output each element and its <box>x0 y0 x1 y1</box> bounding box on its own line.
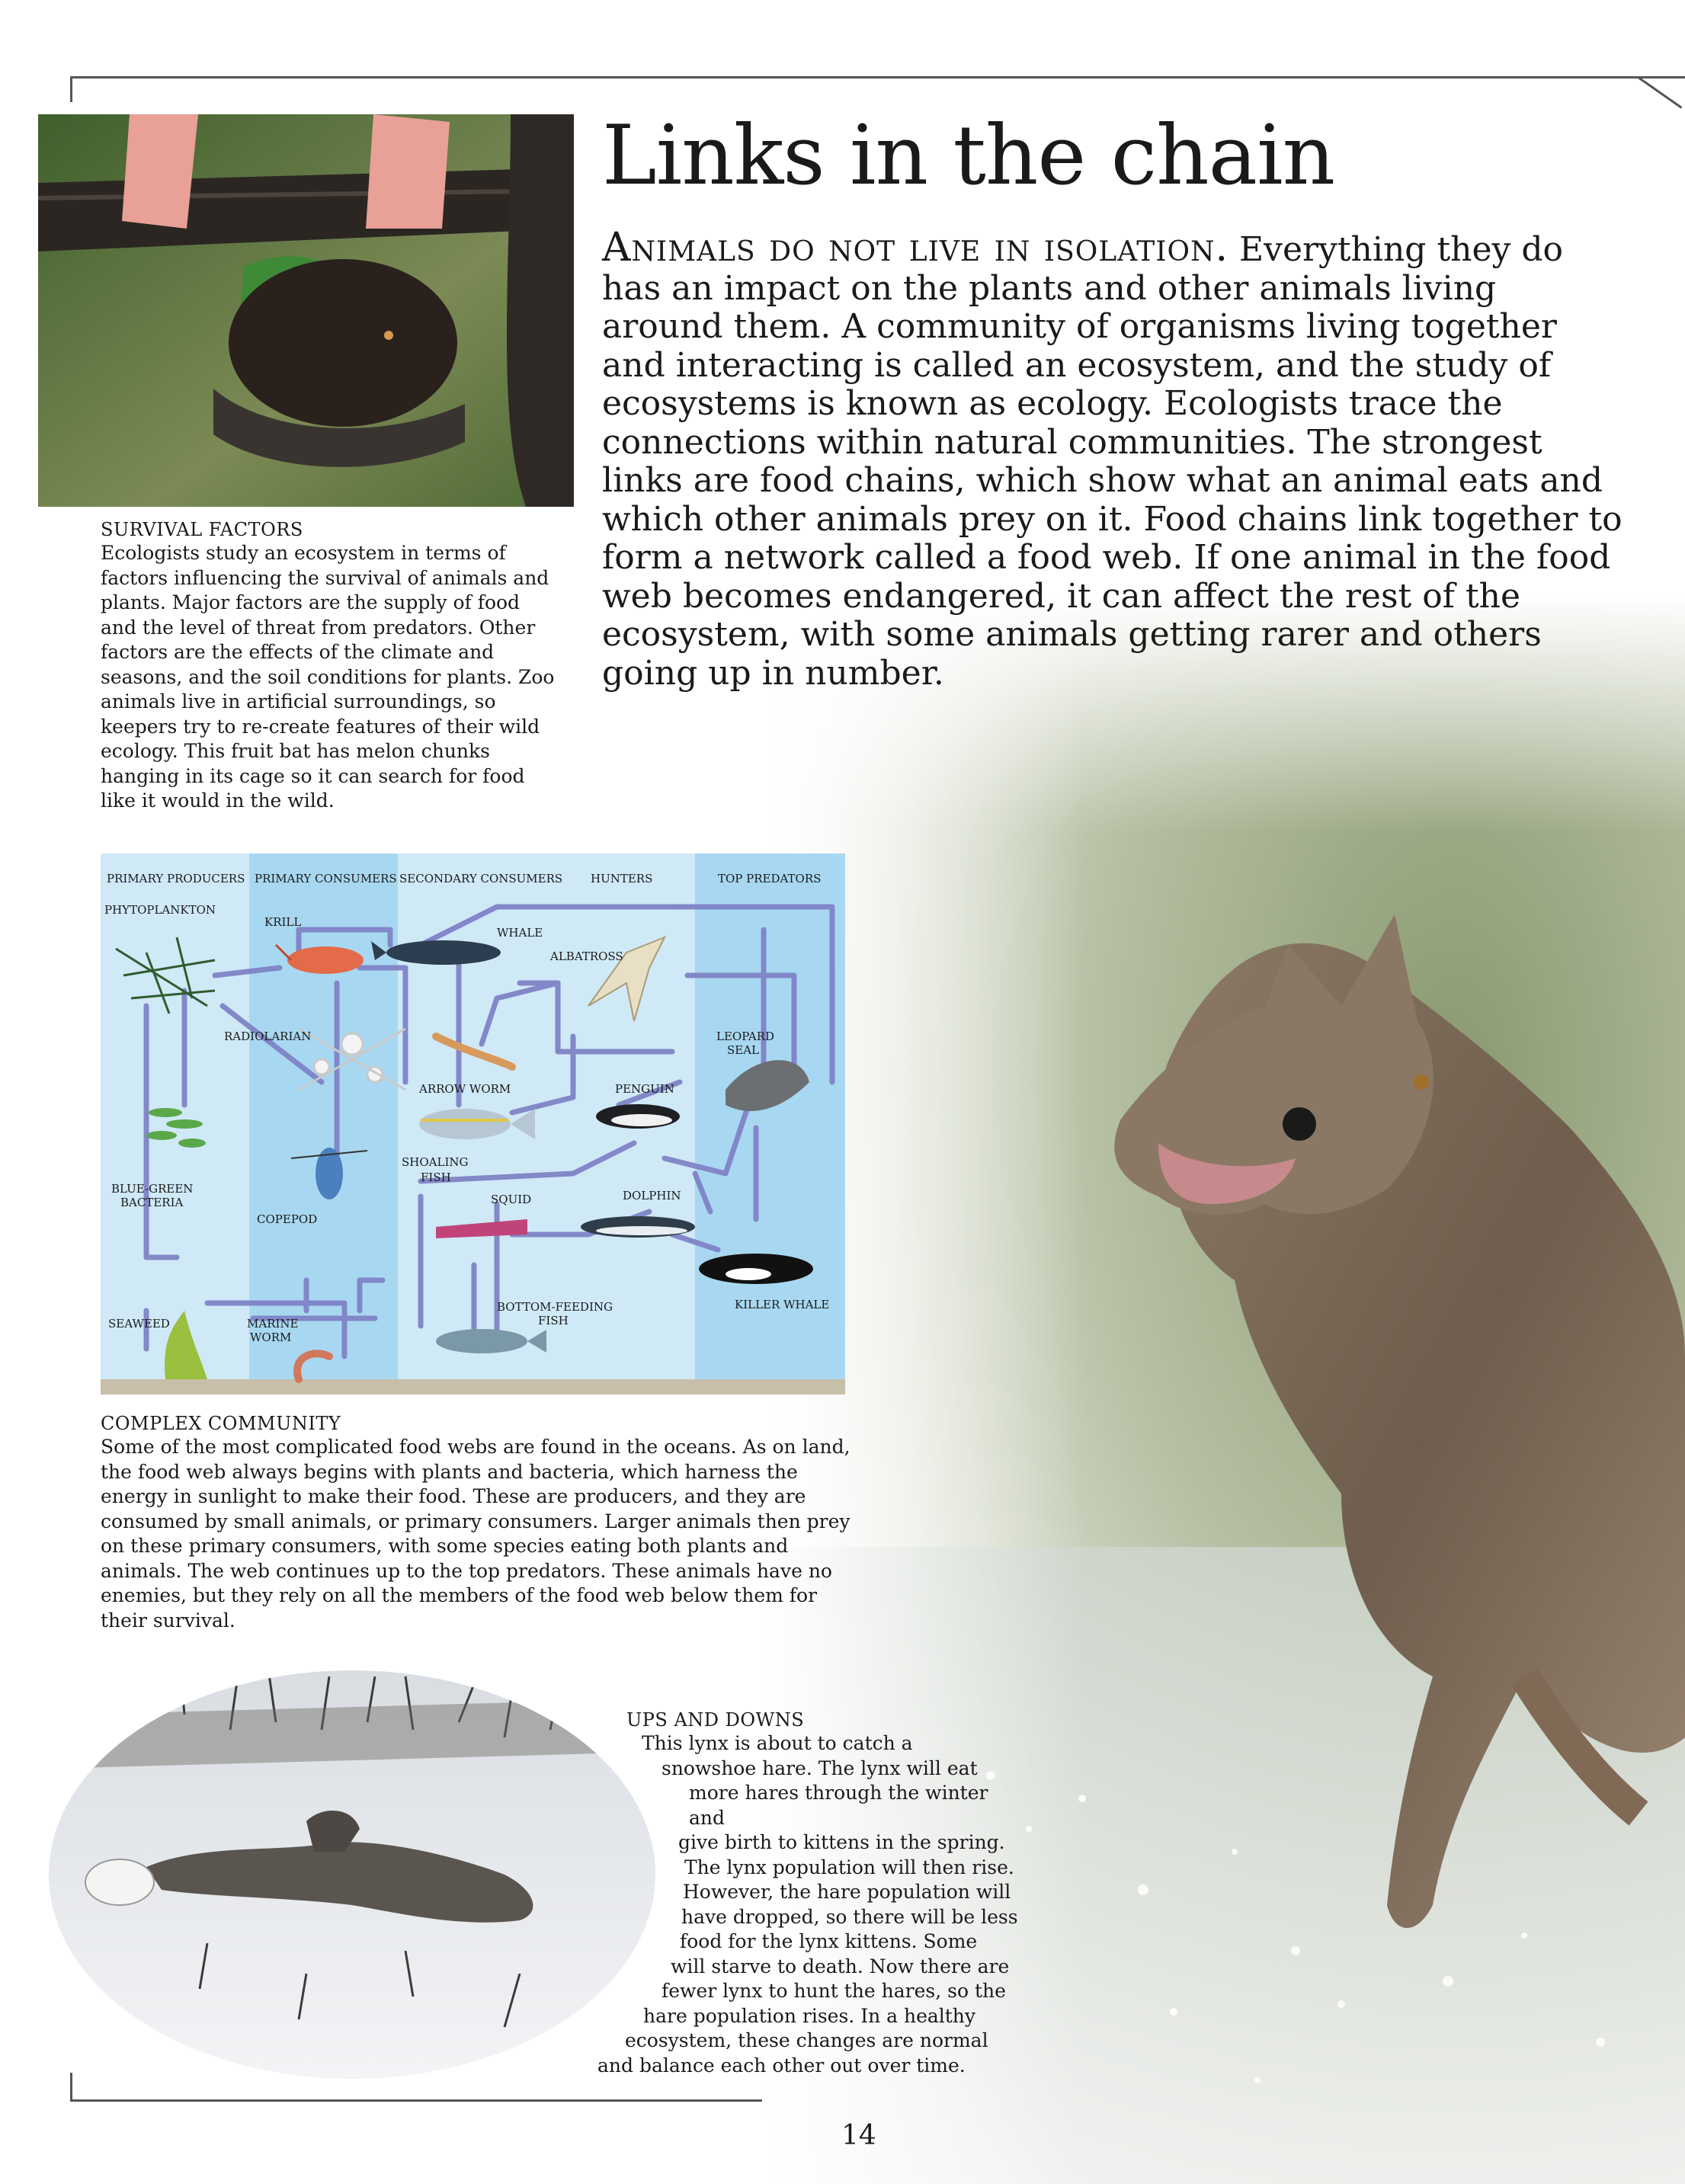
ups-line: give birth to kittens in the spring. <box>678 1831 1005 1853</box>
web-label-krill: KRILL <box>264 915 302 929</box>
web-col-top: TOP PREDATORS <box>718 872 822 885</box>
complex-title: COMPLEX COMMUNITY <box>101 1413 341 1434</box>
web-col-producers: PRIMARY PRODUCERS <box>107 872 245 885</box>
ups-caption <box>594 1708 1021 2078</box>
ups-line: have dropped, so there will be less <box>681 1905 1018 1928</box>
ups-line: food for the lynx kittens. Some <box>680 1930 978 1952</box>
web-label-marine-worm: MARINE <box>247 1317 299 1331</box>
page-number: 14 <box>841 2120 876 2151</box>
web-label-blue-green-2: BACTERIA <box>120 1196 184 1209</box>
web-label-blue-green: BLUE-GREEN <box>111 1182 194 1196</box>
web-label-seaweed: SEAWEED <box>108 1317 170 1331</box>
page-frame-tick <box>70 76 72 102</box>
web-col-hunters: HUNTERS <box>591 872 653 885</box>
web-label-marine-worm-2: WORM <box>250 1331 292 1344</box>
complex-body: Some of the most complicated food webs are found in the oceans. As on land, the food web always begins with plants and bacteria, which harness the energy in sunlight to make their food. These are producers, and they are consumed by small animals, or primary consumers. Larger animals then prey on these primary consumers, with some species eating both plants and animals. The web continues up to the top predators. These animals have no enemies, but they rely on all the members of the food web below them for their survival. <box>101 1436 851 1632</box>
dolphin-icon <box>581 1216 695 1238</box>
ups-line: However, the hare population will <box>683 1881 1011 1903</box>
web-label-phytoplankton: PHYTOPLANKTON <box>104 903 216 917</box>
web-label-radiolarian: RADIOLARIAN <box>224 1030 312 1043</box>
web-col-primary: PRIMARY CONSUMERS <box>255 872 397 885</box>
web-label-leopard-seal: LEOPARD <box>716 1030 775 1043</box>
penguin-icon <box>596 1104 680 1129</box>
web-label-dolphin: DOLPHIN <box>623 1189 681 1202</box>
ups-line: ecosystem, these changes are normal <box>625 2029 988 2051</box>
ups-line: will starve to death. Now there are <box>671 1955 1010 1977</box>
ups-line: more hares through the winter and <box>689 1782 988 1829</box>
fruit-bat-photo <box>38 114 574 507</box>
web-label-albatross: ALBATROSS <box>550 949 623 963</box>
survival-title: SURVIVAL FACTORS <box>101 519 303 540</box>
ups-line: and balance each other out over time. <box>597 2054 966 2077</box>
web-label-squid: SQUID <box>491 1193 532 1206</box>
ups-line: snowshoe hare. The lynx will eat <box>662 1756 978 1779</box>
killer-whale-icon <box>699 1254 813 1284</box>
web-label-whale: WHALE <box>497 926 543 940</box>
web-label-penguin: PENGUIN <box>615 1082 674 1096</box>
web-col-secondary: SECONDARY CONSUMERS <box>399 872 563 885</box>
ups-line: This lynx is about to catch a <box>642 1732 913 1754</box>
web-label-killer-whale: KILLER WHALE <box>735 1298 830 1311</box>
web-label-copepod: COPEPOD <box>257 1212 318 1226</box>
web-label-shoaling-fish: SHOALING <box>402 1155 469 1169</box>
survival-body: Ecologists study an ecosystem in terms of factors influencing the survival of animals and plants. Major factors are the supply of food and the level of threat from predators. Other factors are the effects of the climate and seasons, and the soil conditions for plants. Zoo animals live in artificial surroundings, so keepers try to re-create features of their wild ecology. This fruit bat has melon chunks hanging in its cage so it can search for food like it would in the wild. <box>101 542 555 812</box>
ups-line: hare population rises. In a healthy <box>643 2004 976 2027</box>
lynx-hare-photo <box>47 1669 657 2080</box>
page-title: Links in the chain <box>602 108 1335 203</box>
ups-line: fewer lynx to hunt the hares, so the <box>662 1980 1006 2002</box>
ocean-food-web <box>101 853 845 1402</box>
ups-title: UPS AND DOWNS <box>626 1709 805 1731</box>
web-label-leopard-seal-2: SEAL <box>727 1043 760 1057</box>
intro-body: Everything they do has an impact on the plants and other animals living around them. A community of organisms living together and interacting is called an ecosystem, and the study of ecosystems is known as ecology. Ecologists trace the connections within natural communities. The strongest links are food chains, which show what an animal eats and which other animals prey on it. Food chains link together to form a network called a food web. If one animal in the food web becomes endangered, it can affect the rest of the ecosystem, with some animals getting rarer and others going up in number. <box>602 230 1623 693</box>
ups-line: The lynx population will then rise. <box>684 1856 1014 1878</box>
page-frame-top <box>70 76 1685 78</box>
page-frame-corner <box>1637 76 1682 109</box>
survival-caption <box>101 518 558 814</box>
complex-caption <box>101 1412 863 1633</box>
intro-lead: Animals do not live in isolation. <box>602 225 1229 271</box>
web-label-arrow-worm: ARROW WORM <box>419 1082 511 1096</box>
intro-paragraph <box>602 225 1623 693</box>
web-label-bottom-fish: BOTTOM-FEEDING <box>497 1300 613 1314</box>
ups-body <box>594 1731 1021 2078</box>
web-label-shoaling-fish-2: FISH <box>421 1170 451 1184</box>
web-label-bottom-fish-2: FISH <box>538 1314 569 1327</box>
